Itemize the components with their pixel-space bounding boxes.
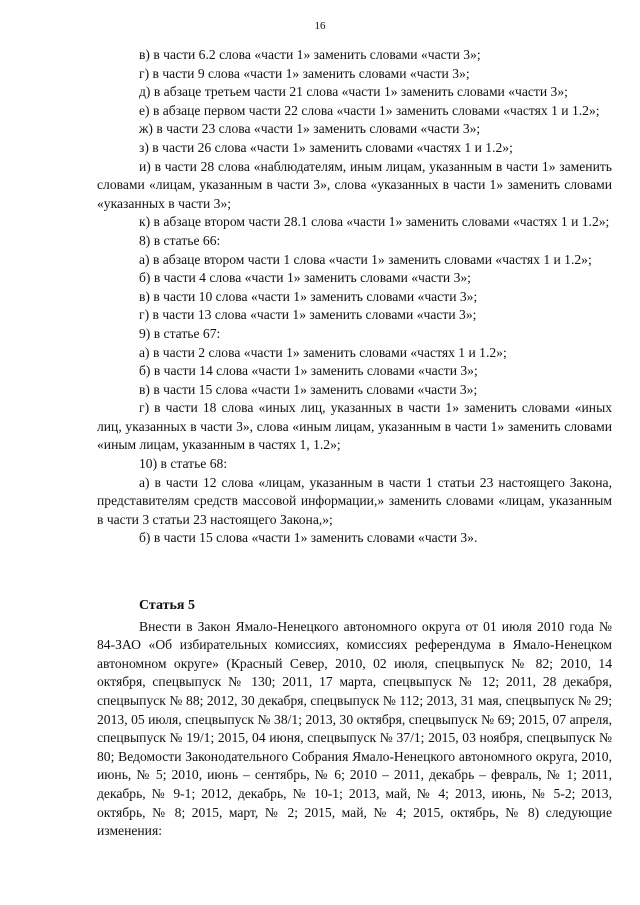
page-number: 16 — [314, 20, 326, 32]
amendment-item: з) в части 26 слова «части 1» заменить словами «частях 1 и 1.2»; — [139, 139, 513, 155]
amendment-item: д) в абзаце третьем части 21 слова «части 1» заменить словами «части 3»; — [139, 84, 568, 100]
amendment-section-heading: 10) в статье 68: — [139, 456, 228, 472]
amendment-item: б) в части 15 слова «части 1» заменить словами «части 3». — [139, 530, 478, 546]
amendment-item: в) в части 10 слова «части 1» заменить словами «части 3»; — [139, 288, 478, 304]
amendment-item: в) в части 15 слова «части 1» заменить словами «части 3»; — [139, 381, 478, 397]
amendment-item: а) в части 12 слова «лицам, указанным в части 1 статьи 23 настоящего Закона, представителям средств массовой информации,» заменить словами «лицам, указанным в части 3 статьи 23 настоящего Закона,»; — [97, 474, 612, 527]
article-heading: Статья 5 — [139, 598, 195, 613]
amendment-item: и) в части 28 слова «наблюдателям, иным лицам, указанным в части 1» заменить словами «лицам, указанным в части 3», слова «указанных в части 1» заменить словами «указанных в части 3»; — [97, 158, 612, 211]
amendment-item: в) в части 6.2 слова «части 1» заменить словами «части 3»; — [139, 47, 481, 62]
amendment-item: б) в части 4 слова «части 1» заменить словами «части 3»; — [139, 270, 471, 286]
amendment-section-heading: 9) в статье 67: — [139, 325, 221, 341]
amendment-item: б) в части 14 слова «части 1» заменить словами «части 3»; — [139, 363, 478, 379]
amendment-item: г) в части 13 слова «части 1» заменить словами «части 3»; — [139, 307, 477, 323]
amendment-item: г) в части 9 слова «части 1» заменить словами «части 3»; — [139, 65, 470, 81]
amendment-item: г) в части 18 слова «иных лиц, указанных в части 1» заменить словами «иных лиц, указанных в части 3», слова «иным лицам, указанным в части 1» заменить словами «иным лицам, указанным в частях 1, 1.2»; — [97, 400, 612, 453]
amendment-item: к) в абзаце втором части 28.1 слова «части 1» заменить словами «частях 1 и 1.2»; — [139, 214, 610, 230]
article-body: Внести в Закон Ямало-Ненецкого автономного округа от 01 июля 2010 года № 84-ЗАО «Об избирательных комиссиях, комиссиях референдума в Ямало-Ненецком автономном округе» (Красный Север, 2010, 02 июля, спецвыпуск № 82; 2010, 14 октября, спецвыпуск № 130; 2011, 17 марта, спецвыпуск № 12; 2011, 28 декабря, спецвыпуск № 88; 2012, 30 декабря, спецвыпуск № 112; 2013, 31 мая, спецвыпуск № 29; 2013, 05 июля, спецвыпуск № 38/1; 2013, 30 октября, спецвыпуск № 69; 2015, 07 апреля, спецвыпуск № 19/1; 2015, 04 июня, спецвыпуск № 37/1; 2015, 03 ноября, спецвыпуск № 80; Ведомости Законодательного Собрания Ямало-Ненецкого автономного округа, 2010, июнь, № 5; 2010, июнь – сентябрь, № 6; 2010 – 2011, декабрь – февраль, № 1; 2011, декабрь, № 9-1; 2012, декабрь, № 10-1; 2013, май, № 4; 2013, июнь, № 5-2; 2013, октябрь, № 8; 2015, март, № 2; 2015, май, № 4; 2015, октябрь, № 8) следующие изменения: — [97, 618, 612, 839]
amendments-list — [97, 46, 612, 548]
amendment-item: а) в абзаце втором части 1 слова «части 1» заменить словами «частях 1 и 1.2»; — [139, 251, 592, 267]
amendment-item: ж) в части 23 слова «части 1» заменить словами «части 3»; — [139, 121, 481, 137]
amendment-item: а) в части 2 слова «части 1» заменить словами «частях 1 и 1.2»; — [139, 344, 507, 360]
article-section — [97, 597, 612, 841]
amendment-section-heading: 8) в статье 66: — [139, 232, 221, 248]
amendment-item: е) в абзаце первом части 22 слова «части 1» заменить словами «частях 1 и 1.2»; — [139, 102, 600, 118]
